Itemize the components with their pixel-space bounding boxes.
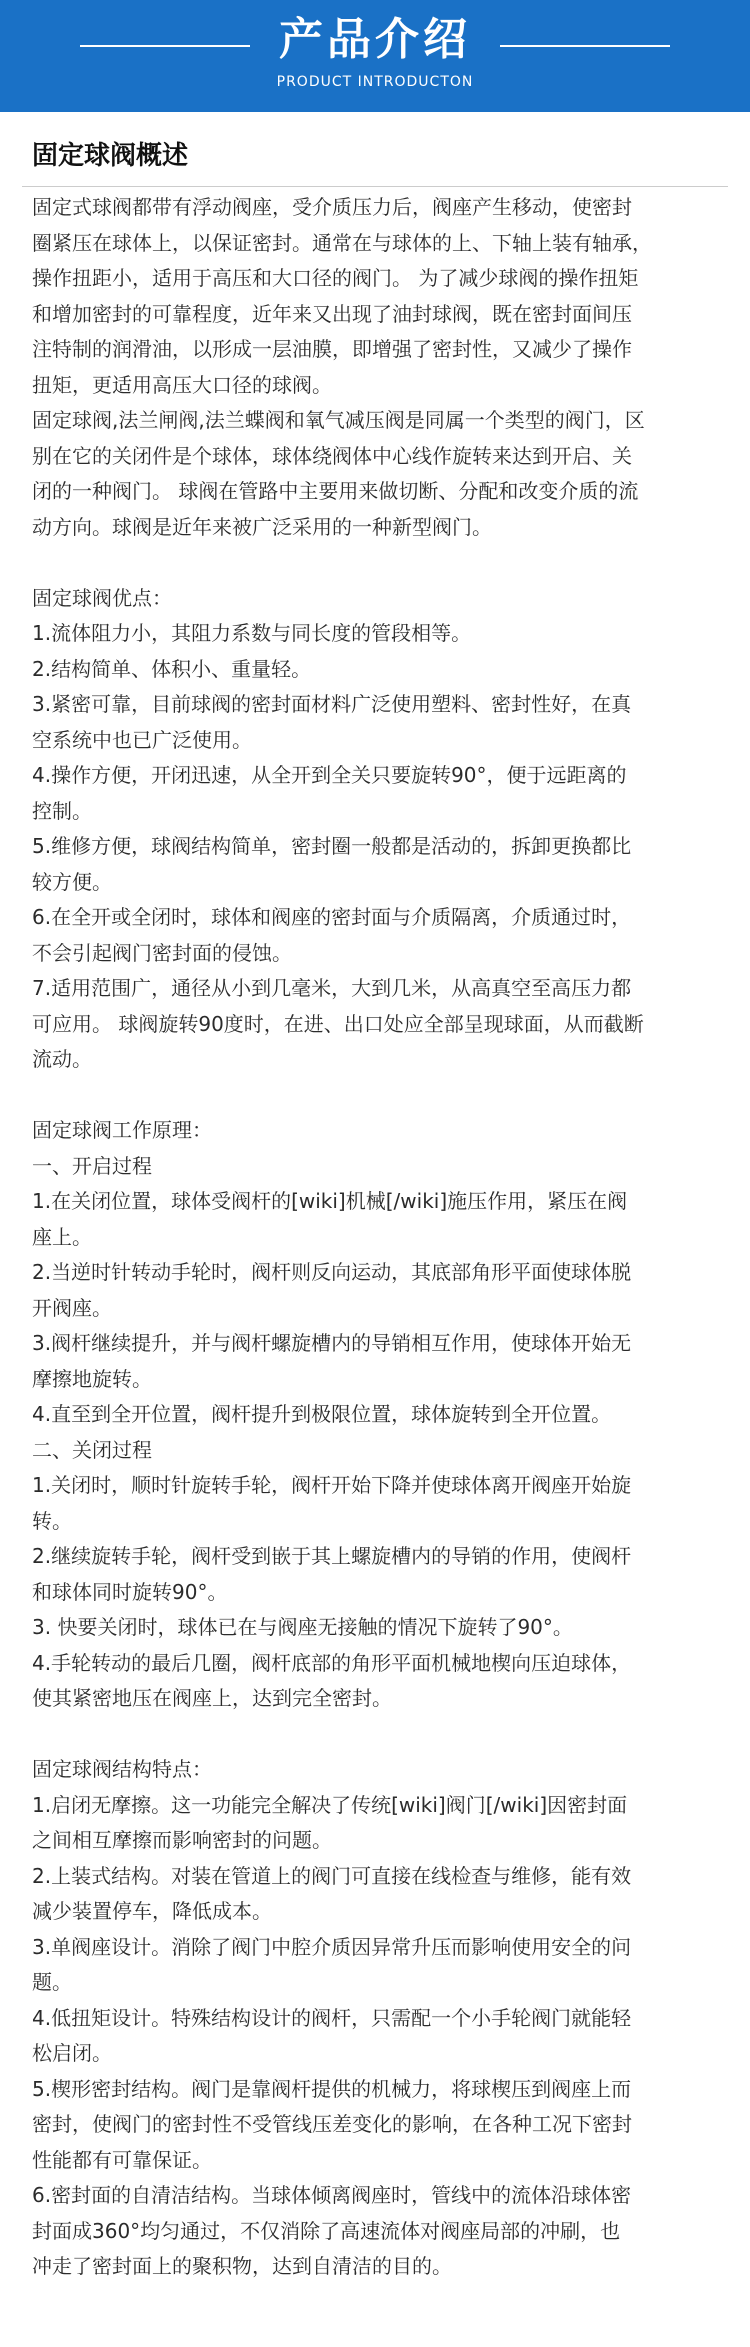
text-line: 4.操作方便，开闭迅速，从全开到全关只要旋转90°，便于远距离的	[32, 763, 627, 787]
text-line: 3.紧密可靠，目前球阀的密封面材料广泛使用塑料、密封性好，在真	[32, 692, 632, 716]
text-line: 固定式球阀都带有浮动阀座，受介质压力后，阀座产生移动，使密封	[32, 195, 632, 219]
text-line: 3.单阀座设计。消除了阀门中腔介质因异常升压而影响使用安全的问	[32, 1934, 632, 1959]
product-intro-banner	[0, 0, 750, 112]
text-line: 空系统中也已广泛使用。	[32, 727, 252, 752]
text-line: 2.当逆时针转动手轮时，阀杆则反向运动，其底部角形平面使球体脱	[32, 1260, 632, 1284]
text-line: 使其紧密地压在阀座上，达到完全密封。	[32, 1686, 392, 1710]
text-line: 摩擦地旋转。	[32, 1366, 152, 1391]
text-line: 动方向。球阀是近年来被广泛采用的一种新型阀门。	[32, 514, 492, 539]
text-line: 2.上装式结构。对装在管道上的阀门可直接在线检查与维修，能有效	[32, 1863, 632, 1888]
text-line: 和球体同时旋转90°。	[32, 1579, 228, 1604]
text-line: 一、开启过程	[32, 1153, 152, 1178]
text-line: 开阀座。	[32, 1295, 112, 1320]
text-line: 6.在全开或全闭时，球体和阀座的密封面与介质隔离，介质通过时，	[32, 905, 632, 929]
text-line: 注特制的润滑油，以形成一层油膜，即增强了密封性，又减少了操作	[32, 337, 632, 361]
text-line: 固定球阀工作原理：	[32, 1118, 212, 1142]
text-line: 闭的一种阀门。 球阀在管路中主要用来做切断、分配和改变介质的流	[32, 479, 639, 503]
text-line: 3.阀杆继续提升，并与阀杆螺旋槽内的导销相互作用，使球体开始无	[32, 1331, 632, 1355]
text-line: 和增加密封的可靠程度，近年来又出现了油封球阀，既在密封面间压	[32, 301, 632, 326]
title-divider	[22, 186, 728, 187]
text-line: 密封，使阀门的密封性不受管线压差变化的影响，在各种工况下密封	[32, 2112, 632, 2136]
text-line: 2.结构简单、体积小、重量轻。	[32, 656, 312, 681]
text-line: 4.直至到全开位置，阀杆提升到极限位置，球体旋转到全开位置。	[32, 1402, 612, 1426]
text-line: 座上。	[32, 1224, 92, 1249]
blank-line	[32, 1717, 732, 1753]
text-line: 1.在关闭位置，球体受阀杆的[wiki]机械[/wiki]施压作用，紧压在阀	[32, 1189, 628, 1213]
text-line: 转。	[32, 1508, 72, 1533]
text-line: 1.关闭时，顺时针旋转手轮，阀杆开始下降并使球体离开阀座开始旋	[32, 1473, 632, 1497]
text-line: 封面成360°均匀通过，不仅消除了高速流体对阀座局部的冲刷，也	[32, 2218, 621, 2243]
text-line: 1.流体阻力小，其阻力系数与同长度的管段相等。	[32, 621, 472, 645]
text-line: 5.楔形密封结构。阀门是靠阀杆提供的机械力，将球楔压到阀座上而	[32, 2076, 632, 2101]
text-line: 2.继续旋转手轮，阀杆受到嵌于其上螺旋槽内的导销的作用，使阀杆	[32, 1544, 632, 1568]
text-line: 7.适用范围广，通径从小到几毫米，大到几米，从高真空至高压力都	[32, 976, 632, 1000]
text-line: 控制。	[32, 798, 92, 823]
blank-line	[32, 1078, 732, 1114]
section-title: 固定球阀概述	[32, 141, 189, 171]
text-line: 圈紧压在球体上，以保证密封。通常在与球体的上、下轴上装有轴承，	[32, 230, 652, 255]
text-line: 别在它的关闭件是个球体，球体绕阀体中心线作旋转来达到开启、关	[32, 443, 632, 468]
text-line: 流动。	[32, 1047, 92, 1071]
article-body	[32, 190, 732, 2285]
text-line: 之间相互摩擦而影响密封的问题。	[32, 1828, 332, 1852]
text-line: 4.手轮转动的最后几圈，阀杆底部的角形平面机械地楔向压迫球体，	[32, 1650, 632, 1675]
text-line: 固定球阀结构特点：	[32, 1757, 212, 1781]
text-line: 减少装置停车，降低成本。	[32, 1899, 272, 1923]
text-line: 二、关闭过程	[32, 1437, 152, 1462]
banner-title: 产品介绍	[279, 14, 471, 65]
text-line: 松启闭。	[32, 2041, 112, 2065]
blank-line	[32, 545, 732, 581]
text-line: 5.维修方便，球阀结构简单，密封圈一般都是活动的，拆卸更换都比	[32, 834, 632, 858]
text-line: 不会引起阀门密封面的侵蚀。	[32, 940, 292, 965]
text-line: 6.密封面的自清洁结构。当球体倾离阀座时，管线中的流体沿球体密	[32, 2183, 632, 2207]
text-line: 固定球阀优点：	[32, 585, 172, 610]
banner-divider-right	[500, 45, 670, 47]
text-line: 较方便。	[32, 869, 112, 894]
text-line: 4.低扭矩设计。特殊结构设计的阀杆，只需配一个小手轮阀门就能轻	[32, 2005, 632, 2030]
banner-subtitle: PRODUCT INTRODUCTON	[276, 74, 474, 90]
text-line: 题。	[32, 1970, 72, 1994]
text-line: 操作扭距小，适用于高压和大口径的阀门。 为了减少球阀的操作扭矩	[32, 266, 639, 290]
text-line: 扭矩，更适用高压大口径的球阀。	[32, 372, 332, 397]
text-line: 固定球阀,法兰闸阀,法兰蝶阀和氧气减压阀是同属一个类型的阀门，区	[32, 408, 645, 432]
text-line: 可应用。 球阀旋转90度时，在进、出口处应全部呈现球面，从而截断	[32, 1011, 644, 1036]
text-line: 性能都有可靠保证。	[32, 2147, 212, 2172]
text-line: 冲走了密封面上的聚积物，达到自清洁的目的。	[32, 2254, 452, 2278]
text-line: 3. 快要关闭时，球体已在与阀座无接触的情况下旋转了90°。	[32, 1615, 573, 1639]
text-line: 1.启闭无摩擦。这一功能完全解决了传统[wiki]阀门[/wiki]因密封面	[32, 1792, 628, 1817]
